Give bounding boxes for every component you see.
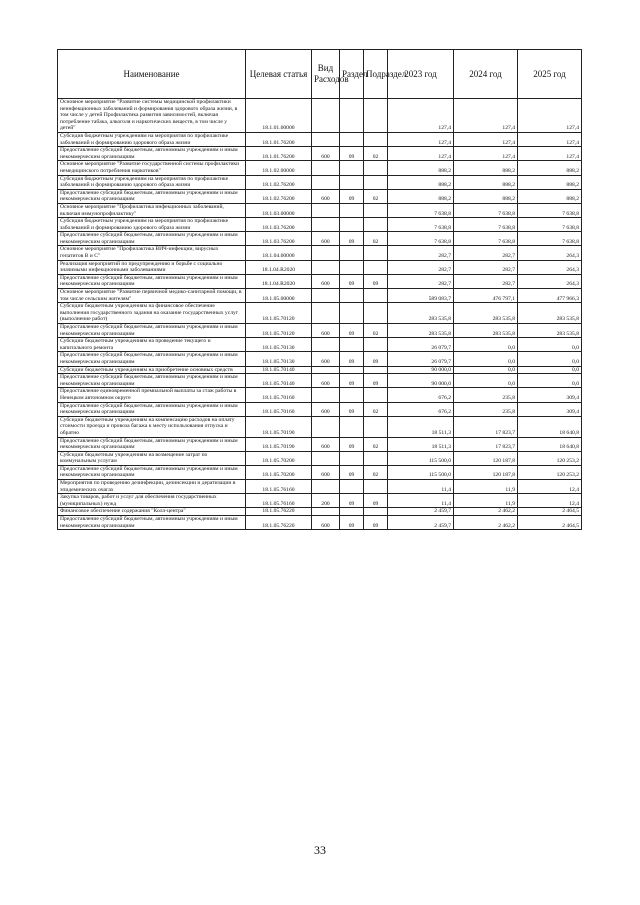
row-value-2024: 283 535,8: [454, 324, 518, 338]
row-value-2025: 264,3: [518, 246, 582, 260]
header-year-2023: 2023 год: [388, 50, 454, 99]
row-subsection: 09: [364, 516, 388, 530]
row-expense-kind: 600: [312, 465, 340, 479]
row-value-2023: 7 638,8: [388, 218, 454, 232]
row-target-article: 18.1.05.70130: [246, 352, 312, 366]
row-value-2025: 477 966,3: [518, 289, 582, 303]
row-section: 09: [340, 402, 364, 416]
row-value-2023: 90 000,0: [388, 374, 454, 388]
row-subsection: [364, 289, 388, 303]
row-value-2025: 0,0: [518, 374, 582, 388]
budget-table: [57, 49, 582, 530]
row-expense-kind: 600: [312, 516, 340, 530]
row-value-2025: 18 640,8: [518, 416, 582, 437]
row-expense-kind: [312, 508, 340, 516]
page-number: 33: [314, 843, 326, 857]
row-name: Предоставление субсидий бюджетным, автономным учреждениям и иным некоммерческим организациям: [58, 189, 246, 203]
row-expense-kind: [312, 260, 340, 274]
row-value-2023: 888,2: [388, 189, 454, 203]
row-name: Субсидия бюджетным учреждениям на мероприятия по профилактике заболеваний и формированию здорового образа жизни: [58, 218, 246, 232]
row-subsection: [364, 203, 388, 217]
row-value-2025: 7 638,8: [518, 232, 582, 246]
row-subsection: 09: [364, 374, 388, 388]
row-subsection: 09: [364, 274, 388, 288]
row-value-2024: 0,0: [454, 366, 518, 374]
row-name: Основное мероприятие "Развитие государственной системы профилактики немедицинского потребления наркотиков": [58, 161, 246, 175]
row-name: Субсидия бюджетным учреждениям на мероприятия по профилактике заболеваний и формированию здорового образа жизни: [58, 132, 246, 146]
row-target-article: 18.1.04.00000: [246, 246, 312, 260]
row-value-2023: 676,2: [388, 402, 454, 416]
header-section: Раздел: [340, 50, 364, 99]
header-name: Наименование: [58, 50, 246, 99]
row-value-2023: 7 638,8: [388, 203, 454, 217]
row-value-2023: 7 638,8: [388, 232, 454, 246]
row-name: Субсидии бюджетным учреждениям на проведение текущего и капитального ремонта: [58, 338, 246, 352]
table-row: [58, 437, 582, 451]
row-name: Предоставление единовременной премиальной выплаты за стаж работы в Ненецком автономном округе: [58, 388, 246, 402]
row-expense-kind: 600: [312, 324, 340, 338]
row-name: Основное мероприятие "Развитие системы медицинской профилактики неинфекционных заболеваний и формирования здорового образа жизни, в том числе у детей Профилактика развития зависимостей, включая потребление табака, алкоголя и наркотических веществ, в том числе у детей": [58, 99, 246, 133]
row-section: 09: [340, 516, 364, 530]
row-name: Предоставление субсидий бюджетным, автономным учреждениям и иным некоммерческим организациям: [58, 274, 246, 288]
row-section: [340, 388, 364, 402]
row-expense-kind: 600: [312, 189, 340, 203]
row-name: Предоставление субсидий бюджетным, автономным учреждениям и иным некоммерческим организациям: [58, 147, 246, 161]
row-name: Предоставление субсидий бюджетным, автономным учреждениям и иным некоммерческим организациям: [58, 437, 246, 451]
row-section: [340, 289, 364, 303]
row-expense-kind: [312, 338, 340, 352]
row-value-2025: 264,3: [518, 260, 582, 274]
row-value-2025: 888,2: [518, 175, 582, 189]
row-value-2024: 235,8: [454, 388, 518, 402]
row-section: 09: [340, 274, 364, 288]
row-target-article: 18.1.04.R2020: [246, 274, 312, 288]
row-name: Предоставление субсидий бюджетным, автономным учреждениям и иным некоммерческим организациям: [58, 516, 246, 530]
row-section: [340, 161, 364, 175]
header-expense-kind: Вид Расходов: [312, 50, 340, 99]
row-section: [340, 218, 364, 232]
row-value-2023: 282,7: [388, 246, 454, 260]
header-year-2025: 2025 год: [518, 50, 582, 99]
row-section: [340, 203, 364, 217]
table-row: [58, 465, 582, 479]
row-value-2024: 282,7: [454, 274, 518, 288]
row-subsection: [364, 303, 388, 324]
row-section: 09: [340, 232, 364, 246]
row-value-2024: 17 823,7: [454, 437, 518, 451]
row-value-2025: 2 464,5: [518, 508, 582, 516]
table-row: [58, 352, 582, 366]
row-value-2023: 282,7: [388, 260, 454, 274]
row-expense-kind: [312, 175, 340, 189]
table-header-row: [58, 50, 582, 99]
row-target-article: 18.1.05.70120: [246, 324, 312, 338]
row-target-article: 18.1.03.00000: [246, 203, 312, 217]
row-target-article: 18.1.05.70160: [246, 402, 312, 416]
row-value-2023: 2 459,7: [388, 516, 454, 530]
row-value-2024: 0,0: [454, 338, 518, 352]
row-value-2024: 7 638,8: [454, 232, 518, 246]
header-subsection: Подраздел: [364, 50, 388, 99]
row-target-article: 18.1.02.00000: [246, 161, 312, 175]
row-value-2024: 11,9: [454, 494, 518, 508]
row-expense-kind: [312, 218, 340, 232]
row-expense-kind: [312, 161, 340, 175]
row-value-2025: 309,4: [518, 388, 582, 402]
row-target-article: 18.1.02.76200: [246, 175, 312, 189]
row-value-2024: 888,2: [454, 161, 518, 175]
row-subsection: [364, 161, 388, 175]
row-value-2023: 676,2: [388, 388, 454, 402]
row-value-2024: 2 462,2: [454, 516, 518, 530]
row-value-2024: 7 638,8: [454, 218, 518, 232]
row-subsection: [364, 480, 388, 494]
row-value-2025: 120 253,2: [518, 465, 582, 479]
row-target-article: 18.1.05.76220: [246, 508, 312, 516]
row-value-2023: 115 500,0: [388, 451, 454, 465]
row-value-2025: 0,0: [518, 352, 582, 366]
table-row: [58, 303, 582, 324]
row-subsection: [364, 99, 388, 133]
row-section: [340, 416, 364, 437]
table-row: [58, 232, 582, 246]
row-section: [340, 338, 364, 352]
row-expense-kind: [312, 289, 340, 303]
row-section: 09: [340, 147, 364, 161]
row-expense-kind: 600: [312, 374, 340, 388]
row-value-2024: 888,2: [454, 175, 518, 189]
row-value-2023: 127,4: [388, 147, 454, 161]
row-value-2023: 283 535,8: [388, 324, 454, 338]
row-subsection: 02: [364, 437, 388, 451]
table-row: [58, 246, 582, 260]
row-subsection: 02: [364, 402, 388, 416]
row-subsection: [364, 246, 388, 260]
row-expense-kind: [312, 480, 340, 494]
row-section: [340, 508, 364, 516]
table-row: [58, 132, 582, 146]
row-target-article: 18.1.04.R2020: [246, 260, 312, 274]
row-section: 09: [340, 324, 364, 338]
row-value-2024: 235,8: [454, 402, 518, 416]
table-row: [58, 289, 582, 303]
table-row: [58, 451, 582, 465]
row-name: Субсидии бюджетным учреждениям на компенсацию расходов на оплату стоимости проезда и провоза багажа к месту использования отпуска и обратно: [58, 416, 246, 437]
row-expense-kind: 200: [312, 494, 340, 508]
row-value-2025: 7 638,8: [518, 218, 582, 232]
row-section: 09: [340, 352, 364, 366]
row-value-2023: 11,4: [388, 494, 454, 508]
row-expense-kind: [312, 132, 340, 146]
row-value-2025: 888,2: [518, 161, 582, 175]
row-subsection: [364, 175, 388, 189]
row-value-2024: 17 823,7: [454, 416, 518, 437]
table-row: [58, 218, 582, 232]
row-name: Предоставление субсидий бюджетным, автономным учреждениям и иным некоммерческим организациям: [58, 402, 246, 416]
row-value-2025: 0,0: [518, 366, 582, 374]
row-value-2023: 26 079,7: [388, 338, 454, 352]
row-expense-kind: [312, 416, 340, 437]
row-value-2024: 127,4: [454, 147, 518, 161]
row-target-article: 18.1.03.76200: [246, 218, 312, 232]
row-subsection: [364, 338, 388, 352]
table-row: [58, 388, 582, 402]
row-subsection: 02: [364, 189, 388, 203]
row-value-2023: 127,4: [388, 132, 454, 146]
row-target-article: 18.1.05.70200: [246, 465, 312, 479]
row-subsection: [364, 508, 388, 516]
row-value-2023: 283 535,8: [388, 303, 454, 324]
row-subsection: [364, 366, 388, 374]
header-year-2024: 2024 год: [454, 50, 518, 99]
row-name: Основное мероприятие "Профилактика инфекционных заболеваний, включая иммунопрофилактику": [58, 203, 246, 217]
table-row: [58, 494, 582, 508]
header-target-article: Целевая статья: [246, 50, 312, 99]
row-subsection: [364, 416, 388, 437]
row-section: [340, 99, 364, 133]
row-value-2024: 476 797,1: [454, 289, 518, 303]
row-section: 09: [340, 189, 364, 203]
table-row: [58, 260, 582, 274]
table-row: [58, 189, 582, 203]
row-target-article: 18.1.05.70200: [246, 451, 312, 465]
row-value-2023: 589 083,7: [388, 289, 454, 303]
row-value-2024: 2 462,2: [454, 508, 518, 516]
row-value-2024: 11,9: [454, 480, 518, 494]
row-name: Субсидии бюджетным учреждениям на приобретение основных средств: [58, 366, 246, 374]
row-section: [340, 303, 364, 324]
table-row: [58, 203, 582, 217]
row-name: Предоставление субсидий бюджетным, автономным учреждениям и иным некоммерческим организациям: [58, 352, 246, 366]
row-value-2025: 120 253,2: [518, 451, 582, 465]
row-expense-kind: [312, 246, 340, 260]
row-name: Закупка товаров, работ и услуг для обеспечения государственных (муниципальных) нужд: [58, 494, 246, 508]
row-expense-kind: 600: [312, 402, 340, 416]
row-value-2025: 127,4: [518, 132, 582, 146]
row-subsection: 09: [364, 494, 388, 508]
row-name: Основное мероприятие "Развитие первичной медико-санитарной помощи, в том числе сельским жителям": [58, 289, 246, 303]
row-expense-kind: [312, 303, 340, 324]
row-value-2025: 127,4: [518, 147, 582, 161]
row-section: 09: [340, 437, 364, 451]
row-target-article: 18.1.05.70190: [246, 437, 312, 451]
row-value-2023: 11,4: [388, 480, 454, 494]
row-target-article: 18.1.05.70160: [246, 388, 312, 402]
row-value-2025: 283 535,8: [518, 324, 582, 338]
row-expense-kind: 600: [312, 232, 340, 246]
row-target-article: 18.1.05.70190: [246, 416, 312, 437]
row-target-article: 18.1.05.76160: [246, 480, 312, 494]
row-name: Предоставление субсидий бюджетным, автономным учреждениям и иным некоммерческим организациям: [58, 232, 246, 246]
row-expense-kind: [312, 99, 340, 133]
row-section: [340, 451, 364, 465]
row-name: Мероприятия по проведению дезинфекции, дезинсекции и дератизации в эпидемических очагах: [58, 480, 246, 494]
row-expense-kind: [312, 451, 340, 465]
row-value-2025: 888,2: [518, 189, 582, 203]
row-name: Субсидии бюджетным учреждениям на возмещение затрат по коммунальным услугам: [58, 451, 246, 465]
row-subsection: [364, 388, 388, 402]
row-value-2024: 282,7: [454, 246, 518, 260]
row-name: Предоставление субсидий бюджетным, автономным учреждениям и иным некоммерческим организациям: [58, 465, 246, 479]
row-value-2025: 12,4: [518, 480, 582, 494]
row-value-2025: 2 464,5: [518, 516, 582, 530]
row-value-2025: 0,0: [518, 338, 582, 352]
row-name: Финансовое обеспечение содержания "Колл-центра": [58, 508, 246, 516]
table-row: [58, 416, 582, 437]
table-row: [58, 480, 582, 494]
row-subsection: 02: [364, 324, 388, 338]
row-value-2023: 888,2: [388, 175, 454, 189]
row-value-2025: 309,4: [518, 402, 582, 416]
row-name: Субсидия бюджетным учреждениям на мероприятия по профилактике заболеваний и формированию здорового образа жизни: [58, 175, 246, 189]
row-value-2025: 127,4: [518, 99, 582, 133]
row-value-2024: 7 638,8: [454, 203, 518, 217]
table-row: [58, 99, 582, 133]
row-subsection: [364, 132, 388, 146]
row-section: [340, 260, 364, 274]
row-value-2025: 18 640,8: [518, 437, 582, 451]
row-expense-kind: [312, 203, 340, 217]
row-value-2023: 888,2: [388, 161, 454, 175]
row-subsection: 09: [364, 352, 388, 366]
row-name: Предоставление субсидий бюджетным, автономным учреждениям и иным некоммерческим организациям: [58, 324, 246, 338]
row-value-2023: 18 511,3: [388, 416, 454, 437]
row-value-2023: 2 459,7: [388, 508, 454, 516]
row-value-2024: 282,7: [454, 260, 518, 274]
table-row: [58, 508, 582, 516]
row-subsection: 02: [364, 147, 388, 161]
row-target-article: 18.1.01.76200: [246, 132, 312, 146]
row-value-2025: 7 638,8: [518, 203, 582, 217]
row-value-2023: 18 511,3: [388, 437, 454, 451]
row-value-2023: 90 000,0: [388, 366, 454, 374]
row-section: [340, 246, 364, 260]
row-value-2023: 282,7: [388, 274, 454, 288]
row-section: [340, 175, 364, 189]
row-expense-kind: 600: [312, 147, 340, 161]
row-subsection: 02: [364, 232, 388, 246]
row-expense-kind: 600: [312, 437, 340, 451]
row-target-article: 18.1.05.70140: [246, 366, 312, 374]
row-target-article: 18.1.05.70120: [246, 303, 312, 324]
row-section: 09: [340, 465, 364, 479]
row-section: 09: [340, 494, 364, 508]
row-target-article: 18.1.05.76220: [246, 516, 312, 530]
row-expense-kind: [312, 388, 340, 402]
row-section: 09: [340, 374, 364, 388]
row-name: Основное мероприятие "Профилактика ВИЧ-инфекции, вирусных гепатитов В и С": [58, 246, 246, 260]
row-value-2024: 120 187,8: [454, 465, 518, 479]
row-value-2024: 0,0: [454, 374, 518, 388]
row-value-2024: 120 187,8: [454, 451, 518, 465]
table-row: [58, 338, 582, 352]
row-subsection: [364, 260, 388, 274]
table-row: [58, 516, 582, 530]
row-expense-kind: [312, 366, 340, 374]
row-value-2024: 127,4: [454, 132, 518, 146]
table-row: [58, 402, 582, 416]
row-section: [340, 366, 364, 374]
row-target-article: 18.1.05.00000: [246, 289, 312, 303]
table-body: [58, 99, 582, 530]
row-section: [340, 480, 364, 494]
row-section: [340, 132, 364, 146]
row-subsection: 02: [364, 465, 388, 479]
table-row: [58, 161, 582, 175]
row-name: Предоставление субсидий бюджетным, автономным учреждениям и иным некоммерческим организациям: [58, 374, 246, 388]
row-target-article: 18.1.05.70140: [246, 374, 312, 388]
row-name: Субсидии бюджетным учреждениям на финансовое обеспечение выполнения государственного задания на оказание государственных услуг (выполнение работ): [58, 303, 246, 324]
row-value-2023: 26 079,7: [388, 352, 454, 366]
table-row: [58, 274, 582, 288]
row-target-article: 18.1.03.76200: [246, 232, 312, 246]
row-target-article: 18.1.01.76200: [246, 147, 312, 161]
row-subsection: [364, 451, 388, 465]
row-value-2024: 127,4: [454, 99, 518, 133]
row-subsection: [364, 218, 388, 232]
table-row: [58, 374, 582, 388]
table-row: [58, 366, 582, 374]
row-value-2024: 0,0: [454, 352, 518, 366]
row-target-article: 18.1.02.76200: [246, 189, 312, 203]
row-value-2025: 283 535,8: [518, 303, 582, 324]
row-value-2024: 283 535,8: [454, 303, 518, 324]
row-target-article: 18.1.01.00000: [246, 99, 312, 133]
row-value-2023: 127,4: [388, 99, 454, 133]
table-row: [58, 324, 582, 338]
row-value-2025: 12,4: [518, 494, 582, 508]
row-value-2024: 888,2: [454, 189, 518, 203]
row-expense-kind: 600: [312, 274, 340, 288]
row-target-article: 18.1.05.76160: [246, 494, 312, 508]
table-row: [58, 175, 582, 189]
row-target-article: 18.1.05.70130: [246, 338, 312, 352]
row-expense-kind: 600: [312, 352, 340, 366]
table-row: [58, 147, 582, 161]
row-name: Реализация мероприятий по предупреждению и борьбе с социально значимыми инфекционными заболеваниями: [58, 260, 246, 274]
row-value-2025: 264,3: [518, 274, 582, 288]
row-value-2023: 115 500,0: [388, 465, 454, 479]
